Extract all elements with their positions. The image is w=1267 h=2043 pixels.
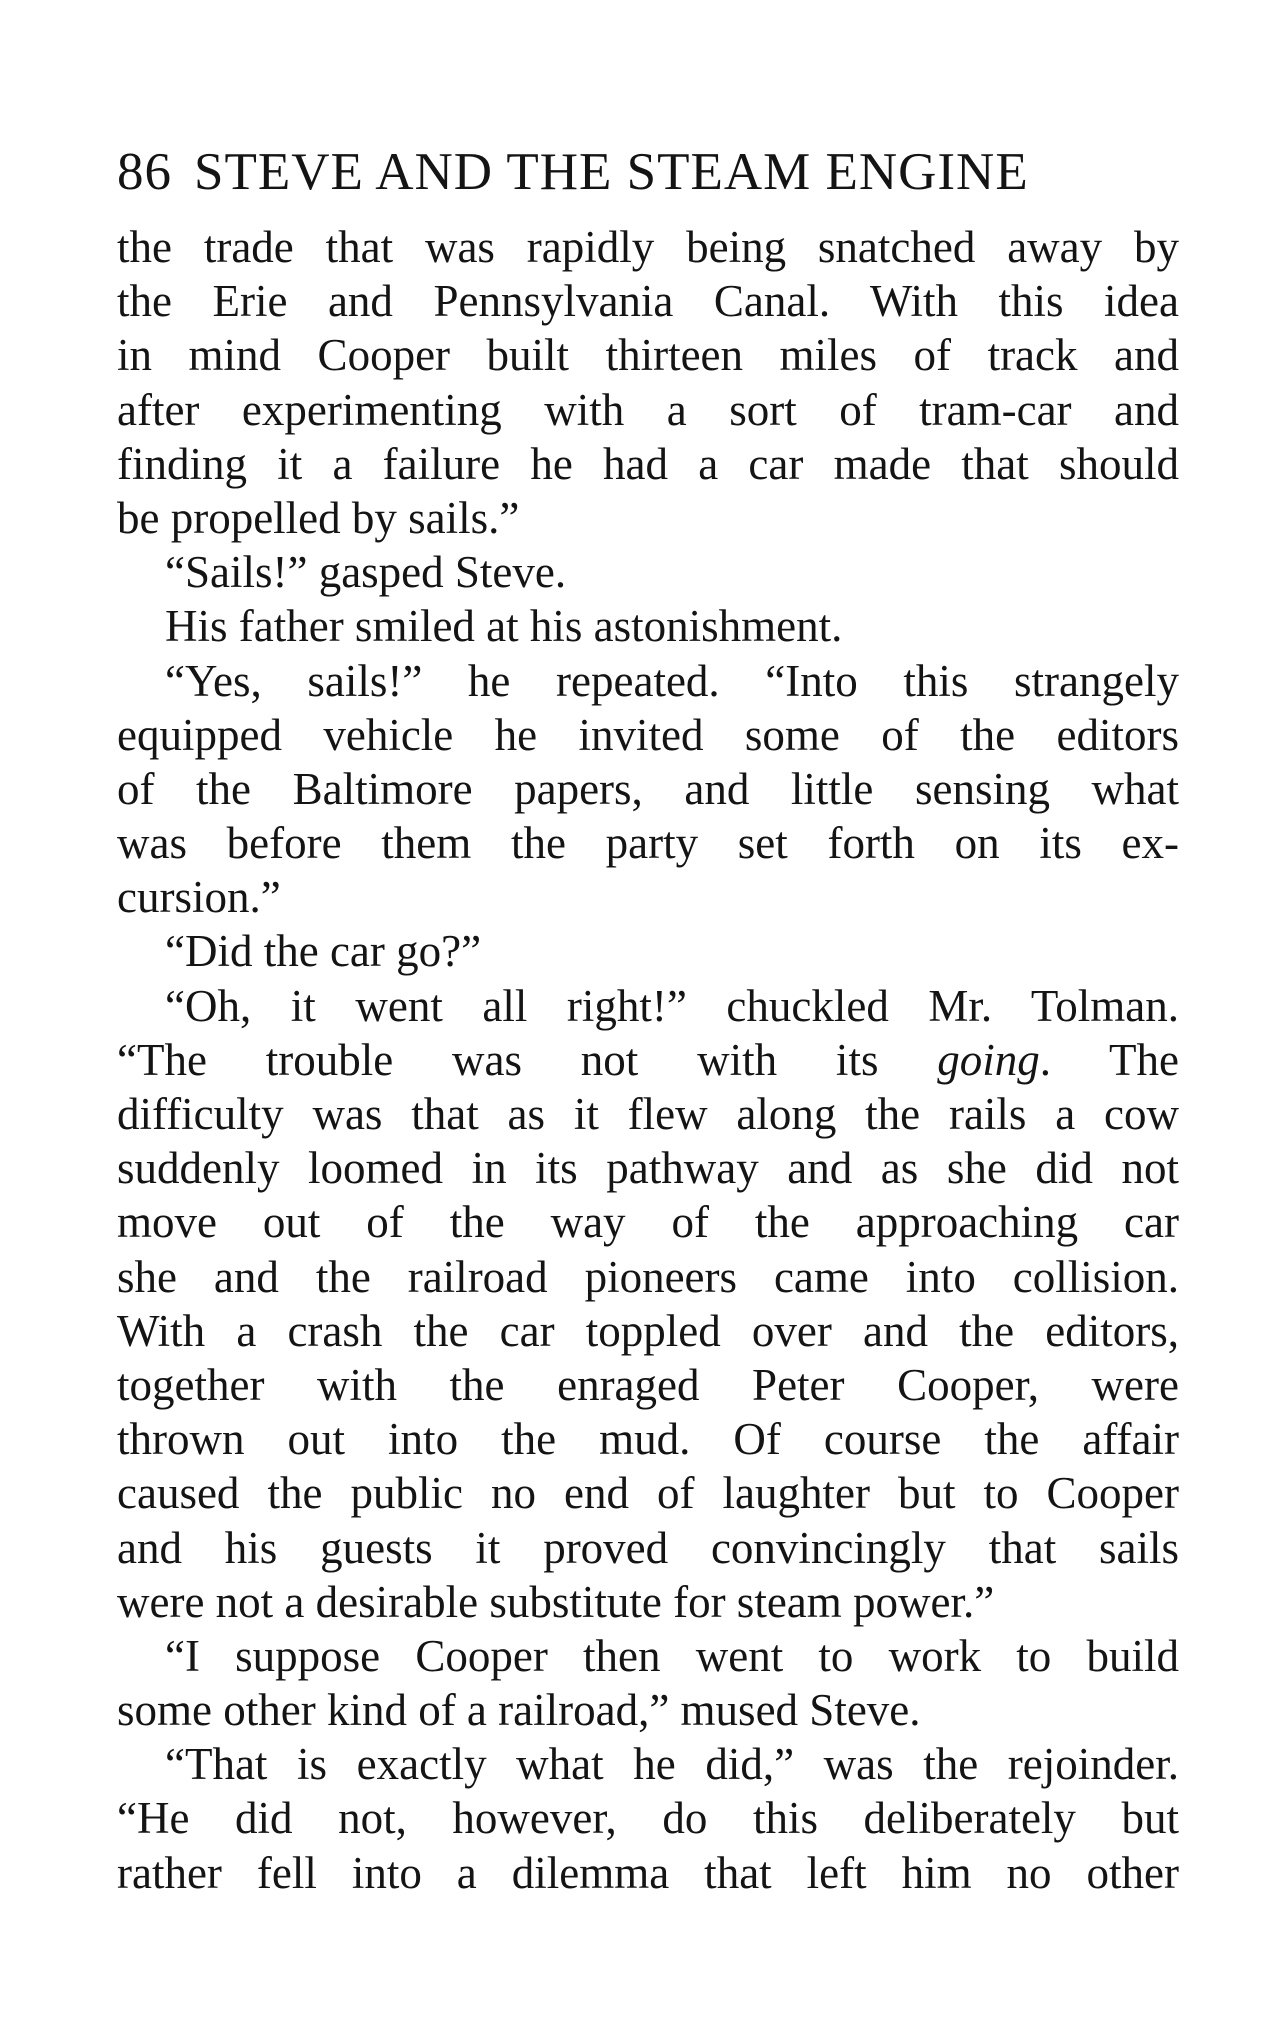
text-line: “Yes, sails!” he repeated. “Into this strangely bbox=[165, 655, 1179, 706]
body-text bbox=[117, 220, 1179, 1900]
text-line: “He did not, however, do this deliberately but bbox=[117, 1793, 1179, 1844]
text-line: difficulty was that as it flew along the rails a cow bbox=[117, 1089, 1179, 1139]
text-line: “That is exactly what he did,” was the rejoinder. bbox=[165, 1739, 1179, 1790]
text-line: in mind Cooper built thirteen miles of track and bbox=[117, 330, 1179, 381]
text-line: His father smiled at his astonishment. bbox=[165, 601, 843, 652]
text-line: cursion.” bbox=[117, 872, 281, 923]
text-line: some other kind of a railroad,” mused Steve. bbox=[117, 1685, 921, 1736]
text-segment: . The bbox=[1039, 1034, 1180, 1085]
text-line: “Did the car go?” bbox=[165, 926, 482, 977]
text-line: were not a desirable substitute for steam power.” bbox=[117, 1576, 995, 1627]
text-line: the trade that was rapidly being snatched away by bbox=[117, 222, 1179, 272]
text-line: together with the enraged Peter Cooper, were bbox=[117, 1359, 1179, 1410]
text-line: finding it a failure he had a car made that should bbox=[117, 438, 1179, 489]
text-line: “I suppose Cooper then went to work to build bbox=[165, 1630, 1179, 1681]
text-line: suddenly loomed in its pathway and as she did not bbox=[117, 1143, 1179, 1194]
text-line: thrown out into the mud. Of course the affair bbox=[117, 1414, 1179, 1465]
text-line: was before them the party set forth on its ex- bbox=[117, 818, 1179, 869]
page-number: 86 bbox=[117, 143, 172, 201]
text-line: the Erie and Pennsylvania Canal. With this idea bbox=[117, 276, 1179, 327]
text-line: she and the railroad pioneers came into collision. bbox=[117, 1251, 1179, 1302]
text-line: With a crash the car toppled over and the editors, bbox=[117, 1305, 1179, 1356]
running-title: STEVE AND THE STEAM ENGINE bbox=[194, 143, 1029, 201]
italic-word: going bbox=[937, 1034, 1040, 1085]
text-line: after experimenting with a sort of tram-car and bbox=[117, 384, 1179, 435]
text-line: of the Baltimore papers, and little sensing what bbox=[117, 763, 1179, 814]
text-line: rather fell into a dilemma that left him no other bbox=[117, 1847, 1179, 1898]
text-line bbox=[117, 1033, 1179, 1087]
text-line: caused the public no end of laughter but to Cooper bbox=[117, 1468, 1179, 1519]
running-header bbox=[117, 140, 1179, 204]
text-line: equipped vehicle he invited some of the editors bbox=[117, 709, 1179, 760]
text-line: move out of the way of the approaching car bbox=[117, 1197, 1179, 1248]
text-segment: “The trouble was not with its bbox=[117, 1034, 879, 1085]
text-line: “Sails!” gasped Steve. bbox=[165, 547, 567, 598]
text-line: be propelled by sails.” bbox=[117, 492, 520, 543]
text-line: “Oh, it went all right!” chuckled Mr. Tolman. bbox=[165, 980, 1179, 1031]
text-line: and his guests it proved convincingly that sails bbox=[117, 1522, 1179, 1573]
